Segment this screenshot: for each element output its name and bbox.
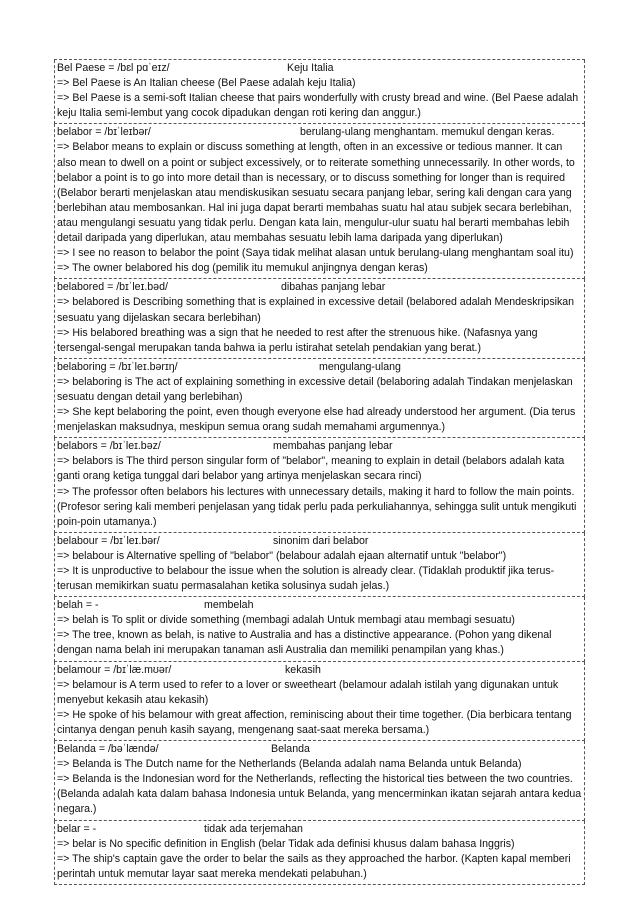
entry-translation: dibahas panjang lebar xyxy=(281,281,386,294)
dictionary-entry xyxy=(54,279,585,358)
dictionary-entry xyxy=(54,741,585,820)
entry-header xyxy=(57,360,582,375)
entry-term: Belanda = /bəˈlændə/ xyxy=(57,743,159,756)
entry-term: belabored = /bɪˈleɪ.bəd/ xyxy=(57,281,168,294)
entry-example-line: => Bel Paese is a semi-soft Italian cheese that pairs wonderfully with crusty bread and wine. (Bel Paese adalah keju Italia semi-lembut yang cocok dipadukan dengan roti kering dan anggur.) xyxy=(57,92,579,120)
entry-example-line: => belabour is Alternative spelling of "belabor" (belabour adalah ejaan alternatif untuk "belabor") xyxy=(57,549,507,562)
dictionary-entry xyxy=(54,124,585,279)
dictionary-entry xyxy=(54,533,585,597)
entry-example-line: => belabored is Describing something that is explained in excessive detail (belabored adalah Mendeskripsikan sesuatu yang dijelaskan secara berlebihan) xyxy=(57,296,575,324)
entry-example-line: => belamour is A term used to refer to a lover or sweetheart (belamour adalah istilah yang digunakan untuk menyebut kekasih atau kekasih) xyxy=(57,678,559,706)
entry-example-line: => I see no reason to belabor the point (Saya tidak melihat alasan untuk berulang-ulang menghantam soal itu) xyxy=(57,247,574,260)
entry-translation: kekasih xyxy=(285,663,321,676)
entry-translation: berulang-ulang menghantam. memukul dengan keras. xyxy=(300,126,555,139)
entry-header xyxy=(57,125,582,140)
entry-example-line: => The professor often belabors his lectures with unnecessary details, making it hard to follow the main points. (Profesor sering kali memberi penjelasan yang tidak perlu pada perkuliahannya, sehingga sulit untuk mengikuti poin-poin utamanya.) xyxy=(57,485,577,528)
entry-example-line: => His belabored breathing was a sign that he needed to rest after the strenuous hike. (Nafasnya yang tersengal-sengal merupakan tanda bahwa ia perlu istirahat setelah pendakian yang berat.) xyxy=(57,326,538,354)
entry-term: Bel Paese = /bɛl pɑˈeɪz/ xyxy=(57,62,170,74)
dictionary-entry xyxy=(54,60,585,124)
entry-header xyxy=(57,742,582,757)
entry-translation: Keju Italia xyxy=(287,62,334,74)
entry-example-line: => Bel Paese is An Italian cheese (Bel Paese adalah keju Italia) xyxy=(57,77,356,90)
entry-example-line: => belaboring is The act of explaining something in excessive detail (belaboring adalah Tindakan menjelaskan sesuatu dengan detail yang berlebihan) xyxy=(57,375,573,403)
entry-header xyxy=(57,439,582,454)
entry-example-line: => It is unproductive to belabour the issue when the solution is already clear. (Tidaklah produktif jika terus-terusan memikirkan suatu permasalahan ketika solusinya sudah jelas.) xyxy=(57,565,555,593)
entry-example-line: => The owner belabored his dog (pemilik itu memukul anjingnya dengan keras) xyxy=(57,262,428,275)
entry-term: belamour = /bɪˈlæ.mʊər/ xyxy=(57,663,172,676)
entry-header xyxy=(57,663,582,678)
dictionary-entry xyxy=(54,662,585,741)
entry-translation: tidak ada terjemahan xyxy=(204,822,303,835)
dictionary-entry xyxy=(54,597,585,661)
entry-term: belah = - xyxy=(57,599,99,612)
entry-example-line: => belabors is The third person singular form of "belabor", meaning to explain in detail (belabors adalah kata ganti orang ketiga tunggal dari belabor yang artinya menjelaskan secara rinci) xyxy=(57,455,565,483)
entry-example-line: => The ship's captain gave the order to belar the sails as they approached the harbor. (Kapten kapal memberi perintah untuk memutar layar saat mereka mendekati pelabuhan.) xyxy=(57,852,571,880)
dictionary-entry xyxy=(54,821,585,885)
entry-term: belar = - xyxy=(57,822,97,835)
entry-header xyxy=(57,61,582,76)
entry-translation: membahas panjang lebar xyxy=(273,440,393,453)
entry-translation: Belanda xyxy=(271,743,310,756)
dictionary-entry xyxy=(54,359,585,438)
entry-term: belabour = /bɪˈleɪ.bər/ xyxy=(57,534,160,547)
entry-example-line: => The tree, known as belah, is native to Australia and has a distinctive appearance. (Pohon yang dikenal dengan nama belah ini merupakan tanaman asli Australia dan memiliki penampilan yang khas.) xyxy=(57,629,552,657)
entry-example-line: => Belanda is the Indonesian word for the Netherlands, reflecting the historical ties between the two countries. (Belanda adalah kata dalam bahasa Indonesia untuk Belanda, yang mencerminkan ikatan sejarah antara kedua negara.) xyxy=(57,773,582,816)
entry-example-line: => belar is No specific definition in English (belar Tidak ada definisi khusus dalam bahasa Inggris) xyxy=(57,837,515,850)
entry-term: belabor = /bɪˈleɪbər/ xyxy=(57,126,151,139)
entry-example-line: => She kept belaboring the point, even though everyone else had already understood her argument. (Dia terus menjelaskan maksudnya, meskipun semua orang sudah memahami argumennya.) xyxy=(57,406,576,434)
entry-term: belaboring = /bɪˈleɪ.bərɪŋ/ xyxy=(57,360,178,373)
dictionary-sheet xyxy=(54,59,585,885)
entry-example-line: => belah is To split or divide something (membagi adalah Untuk membagi atau membagi sesuatu) xyxy=(57,614,515,627)
entry-example-line: => Belabor means to explain or discuss something at length, often in an excessive or tedious manner. It can also mean to dwell on a point or subject excessively, or to reiterate something unnecessarily. In other words, to belabor a point is to go into more detail than is necessary, or to discuss something for longer than is required (Belabor berarti menjelaskan atau mendiskusikan sesuatu secara panjang lebar, sering kali dengan cara yang berlebihan atau membosankan. Hal ini juga dapat berarti membahas suatu hal atau subjek secara berlebihan, atau mengulangi sesuatu yang tidak perlu. Dengan kata lain, mengulur-ulur suatu hal berarti membahas lebih detail daripada yang diperlukan, atau membahas sesuatu lebih lama daripada yang diperlukan) xyxy=(57,141,575,245)
entry-translation: sinonim dari belabor xyxy=(273,534,369,547)
entry-example-line: => Belanda is The Dutch name for the Netherlands (Belanda adalah nama Belanda untuk Belanda) xyxy=(57,758,522,771)
entry-example-line: => He spoke of his belamour with great affection, reminiscing about their time together. (Dia berbicara tentang cintanya dengan penuh kasih sayang, mengenang saat-saat mereka bersama.) xyxy=(57,708,572,736)
entry-translation: mengulang-ulang xyxy=(319,360,401,373)
entry-header xyxy=(57,280,582,295)
entry-term: belabors = /bɪˈleɪ.bəz/ xyxy=(57,440,161,453)
dictionary-entry xyxy=(54,438,585,533)
entry-translation: membelah xyxy=(204,599,254,612)
entry-header xyxy=(57,822,582,837)
entry-header xyxy=(57,534,582,549)
entry-header xyxy=(57,598,582,613)
